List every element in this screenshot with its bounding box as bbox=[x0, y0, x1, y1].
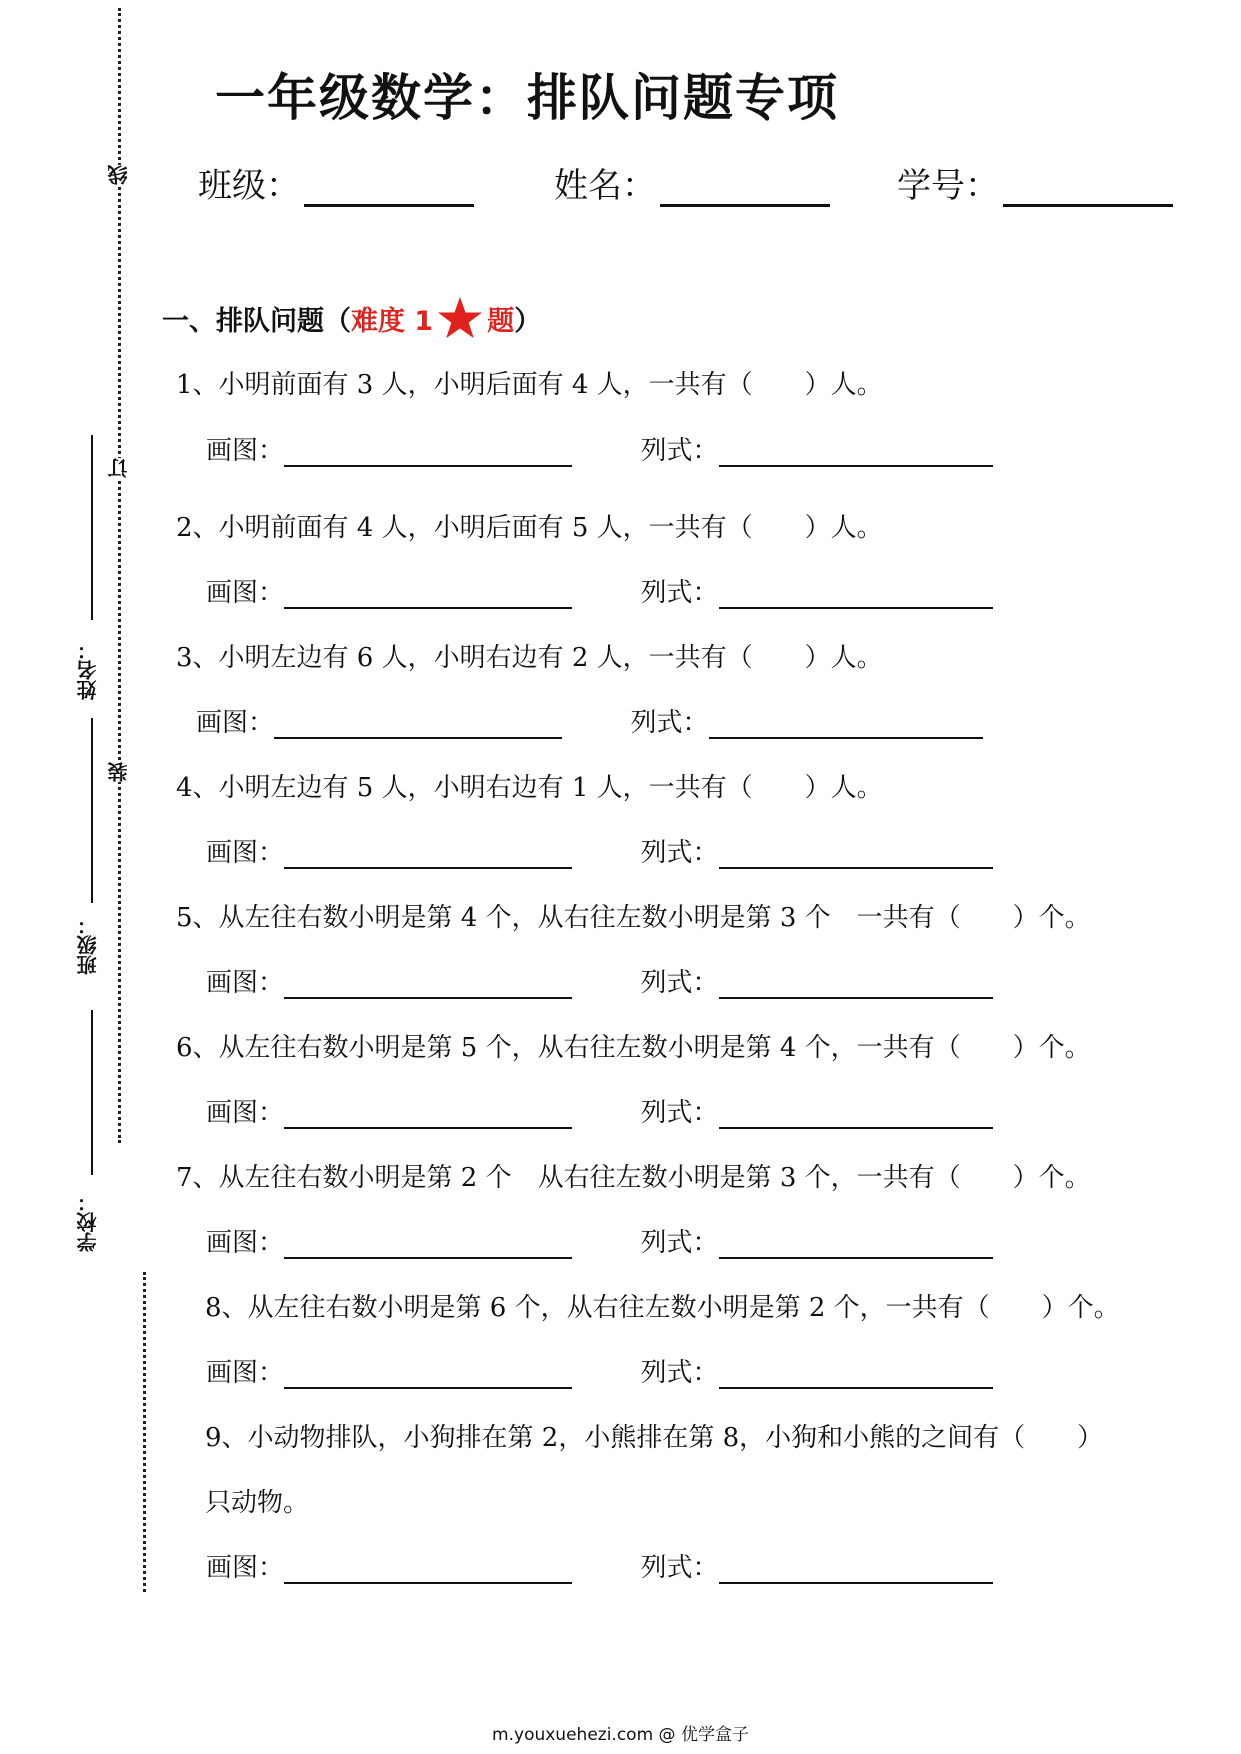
question-9: 9、小动物排队，小狗排在第 2，小熊排在第 8，小狗和小熊的之间有（ ） bbox=[205, 1423, 1104, 1453]
name-blank[interactable] bbox=[660, 168, 830, 207]
answer-row-9 bbox=[206, 1547, 993, 1584]
formula-label: 列式： bbox=[630, 708, 709, 738]
binding-mark-ding: 订 bbox=[104, 458, 133, 478]
draw-label: 画图： bbox=[206, 968, 285, 998]
question-6: 6、从左往右数小明是第 5 个，从右往左数小明是第 4 个，一共有（ ）个。 bbox=[176, 1033, 1091, 1063]
draw-label: 画图： bbox=[206, 838, 285, 868]
page-title: 一年级数学：排队问题专项 bbox=[215, 69, 839, 127]
section-close: ） bbox=[514, 306, 542, 337]
formula-label: 列式： bbox=[640, 578, 719, 608]
formula-label: 列式： bbox=[640, 1228, 719, 1258]
binding-name-line bbox=[91, 435, 93, 620]
formula-blank[interactable] bbox=[719, 1231, 993, 1259]
formula-blank[interactable] bbox=[719, 439, 993, 467]
draw-blank[interactable] bbox=[284, 1231, 572, 1259]
section-heading bbox=[162, 296, 541, 340]
class-label: 班级： bbox=[198, 166, 300, 206]
formula-label: 列式： bbox=[640, 436, 719, 466]
binding-class-line bbox=[91, 718, 93, 903]
formula-blank[interactable] bbox=[719, 1556, 993, 1584]
binding-mark-zhuang: 装 bbox=[104, 762, 133, 782]
binding-class-label: 班级： bbox=[76, 915, 100, 975]
formula-label: 列式： bbox=[640, 968, 719, 998]
section-suffix-red: 题 bbox=[487, 306, 515, 337]
name-field bbox=[554, 158, 830, 207]
draw-label: 画图： bbox=[196, 708, 275, 738]
question-7: 7、从左往右数小明是第 2 个 从右往左数小明是第 3 个，一共有（ ）个。 bbox=[176, 1163, 1091, 1193]
draw-label: 画图： bbox=[206, 436, 285, 466]
answer-row-4 bbox=[206, 832, 993, 869]
draw-blank[interactable] bbox=[284, 971, 572, 999]
student-id-field bbox=[897, 158, 1173, 207]
footer-watermark: m.youxuehezi.com @ 优学盒子 bbox=[492, 1725, 749, 1745]
formula-label: 列式： bbox=[640, 1358, 719, 1388]
binding-mark-xian: 线 bbox=[104, 165, 133, 185]
binding-name-label: 姓名： bbox=[76, 640, 100, 700]
binding-school-label: 学校： bbox=[76, 1192, 100, 1252]
formula-label: 列式： bbox=[640, 1553, 719, 1583]
formula-blank[interactable] bbox=[719, 841, 993, 869]
class-field bbox=[198, 158, 474, 207]
formula-blank[interactable] bbox=[719, 1361, 993, 1389]
answer-row-5 bbox=[206, 962, 993, 999]
binding-dotted-line-bottom bbox=[143, 1272, 146, 1592]
section-prefix: 一、排队问题（ bbox=[162, 306, 351, 337]
draw-blank[interactable] bbox=[284, 841, 572, 869]
draw-blank[interactable] bbox=[284, 439, 572, 467]
difficulty-label: 难度 1 bbox=[351, 306, 434, 337]
formula-blank[interactable] bbox=[719, 971, 993, 999]
star-icon bbox=[437, 296, 483, 340]
student-id-label: 学号： bbox=[897, 166, 999, 206]
formula-blank[interactable] bbox=[719, 581, 993, 609]
question-8: 8、从左往右数小明是第 6 个，从右往左数小明是第 2 个，一共有（ ）个。 bbox=[205, 1293, 1120, 1323]
draw-label: 画图： bbox=[206, 1358, 285, 1388]
formula-blank[interactable] bbox=[709, 711, 983, 739]
draw-blank[interactable] bbox=[284, 581, 572, 609]
question-1: 1、小明前面有 3 人，小明后面有 4 人，一共有（ ）人。 bbox=[176, 370, 883, 400]
answer-row-1 bbox=[206, 430, 993, 467]
question-5: 5、从左往右数小明是第 4 个，从右往左数小明是第 3 个 一共有（ ）个。 bbox=[176, 903, 1091, 933]
question-4: 4、小明左边有 5 人，小明右边有 1 人，一共有（ ）人。 bbox=[176, 773, 883, 803]
draw-label: 画图： bbox=[206, 1553, 285, 1583]
formula-label: 列式： bbox=[640, 838, 719, 868]
draw-label: 画图： bbox=[206, 1228, 285, 1258]
student-id-blank[interactable] bbox=[1003, 168, 1173, 207]
answer-row-8 bbox=[206, 1352, 993, 1389]
question-9-continuation: 只动物。 bbox=[205, 1488, 310, 1518]
question-3: 3、小明左边有 6 人，小明右边有 2 人，一共有（ ）人。 bbox=[176, 643, 883, 673]
draw-label: 画图： bbox=[206, 578, 285, 608]
draw-blank[interactable] bbox=[284, 1556, 572, 1584]
draw-label: 画图： bbox=[206, 1098, 285, 1128]
answer-row-3 bbox=[196, 702, 983, 739]
draw-blank[interactable] bbox=[284, 1361, 572, 1389]
binding-school-line bbox=[91, 1010, 93, 1175]
class-blank[interactable] bbox=[304, 168, 474, 207]
draw-blank[interactable] bbox=[284, 1101, 572, 1129]
draw-blank[interactable] bbox=[274, 711, 562, 739]
name-label: 姓名： bbox=[554, 166, 656, 206]
answer-row-6 bbox=[206, 1092, 993, 1129]
formula-label: 列式： bbox=[640, 1098, 719, 1128]
answer-row-7 bbox=[206, 1222, 993, 1259]
question-2: 2、小明前面有 4 人，小明后面有 5 人，一共有（ ）人。 bbox=[176, 513, 883, 543]
answer-row-2 bbox=[206, 572, 993, 609]
formula-blank[interactable] bbox=[719, 1101, 993, 1129]
